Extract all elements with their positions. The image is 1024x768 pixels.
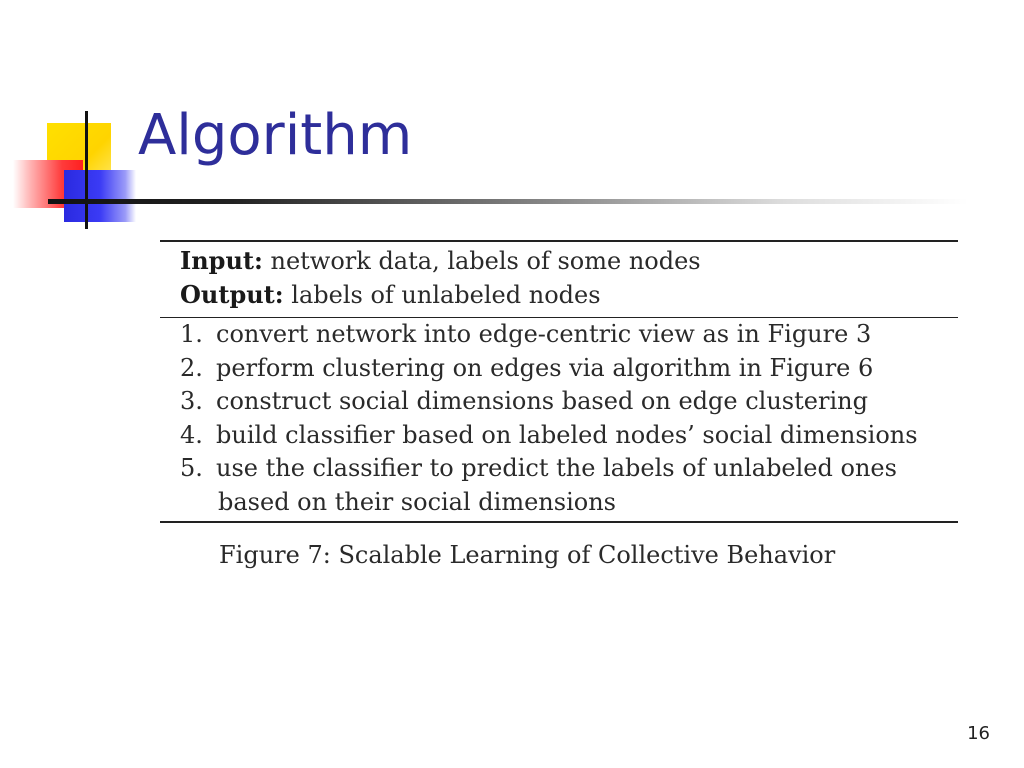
step-item (180, 318, 958, 352)
slide-title: Algorithm (138, 103, 413, 168)
output-line (180, 278, 958, 313)
io-section (160, 242, 958, 317)
output-label: Output: (180, 280, 284, 309)
algorithm-box (160, 240, 958, 523)
step-text: build classifier based on labeled nodes’ social dimensions (216, 420, 918, 449)
step-text: convert network into edge-centric view as in Figure 3 (216, 320, 872, 348)
title-divider (48, 199, 968, 204)
step-item (180, 452, 958, 486)
step-number: 2. (180, 353, 203, 382)
step-number: 4. (180, 420, 203, 449)
step-item (180, 385, 958, 419)
steps-list (160, 318, 958, 521)
step-number: 5. (180, 454, 203, 482)
logo-blue-square (64, 170, 136, 222)
input-label: Input: (180, 245, 263, 275)
bottom-rule (160, 521, 958, 523)
input-line (180, 244, 958, 279)
step-text: use the classifier to predict the labels of unlabeled ones (216, 454, 897, 482)
step-number: 1. (180, 320, 203, 348)
step-item (180, 352, 958, 386)
slide-number: 16 (967, 723, 990, 744)
step-continuation: based on their social dimensions (218, 487, 616, 516)
step-text: construct social dimensions based on edge clustering (216, 387, 868, 415)
output-text: labels of unlabeled nodes (291, 281, 601, 309)
slide-logo (0, 0, 140, 240)
step-item (180, 419, 958, 453)
input-text: network data, labels of some nodes (270, 246, 701, 275)
step-text: perform clustering on edges via algorithm in Figure 6 (216, 353, 874, 382)
figure-caption: Figure 7: Scalable Learning of Collective Behavior (219, 541, 836, 569)
logo-vertical-line (85, 111, 88, 229)
step-number: 3. (180, 387, 203, 415)
